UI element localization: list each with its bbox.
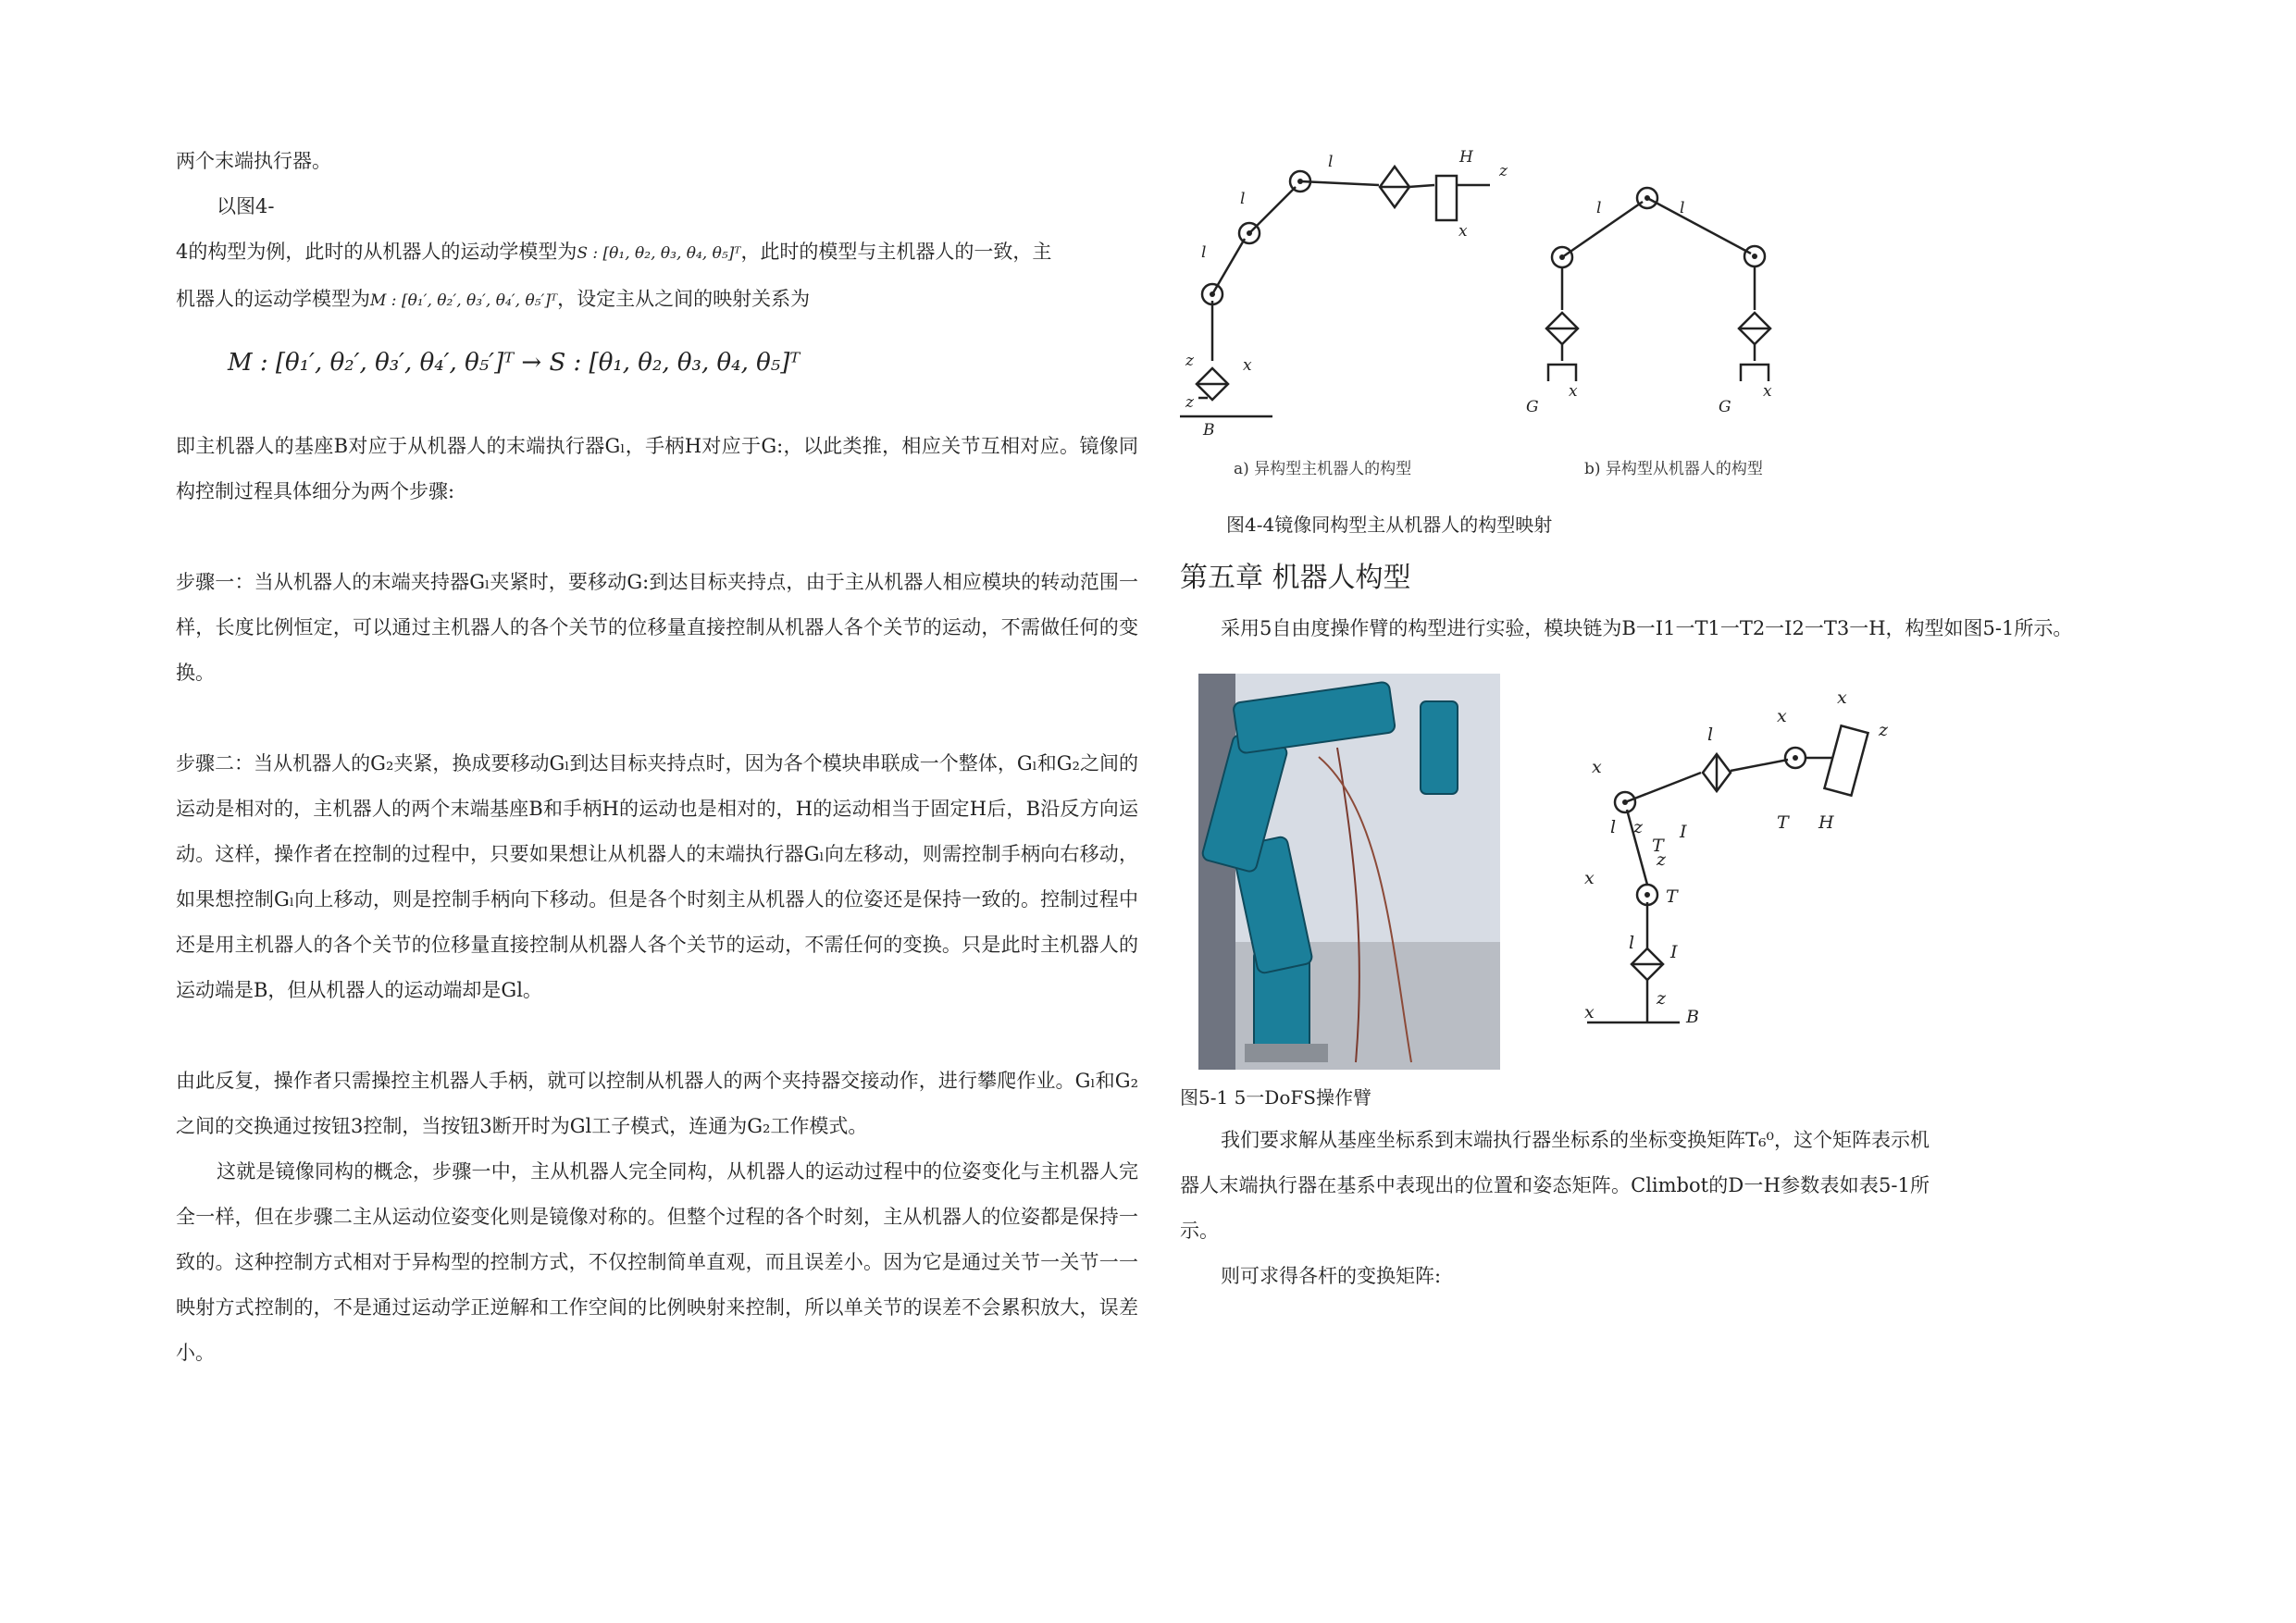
text-run: 4的构型为例，此时的从机器人的运动学模型为 [176,241,577,263]
svg-text:G: G [1719,398,1731,416]
inline-formula: S : [θ₁, θ₂, θ₃, θ₄, θ₅]ᵀ [577,244,741,263]
svg-text:l: l [1610,817,1617,837]
robot-arm-photo [1198,674,1500,1070]
left-column [176,139,1138,1376]
paragraph: 则可求得各杆的变换矩阵: [1221,1265,1442,1287]
svg-text:x: x [1763,382,1772,401]
right-column-lower [1180,1079,2068,1299]
figure-5-1-diagram [1573,680,1925,1050]
svg-text:G: G [1526,398,1539,416]
svg-text:H: H [1459,148,1473,167]
paragraph: 即主机器人的基座B对应于从机器人的末端执行器Gₗ，手柄H对应于G:，以此类推，相应关节互相对应。镜像同构控制过程具体细分为两个步骤: [176,435,1138,502]
svg-text:z: z [1499,162,1508,180]
svg-text:z: z [1879,720,1889,740]
svg-text:z: z [1657,988,1667,1009]
svg-text:x: x [1837,688,1847,708]
text-run: 机器人的运动学模型为 [176,288,370,310]
paragraph: 以图4- [217,195,275,217]
chapter-title: 第五章 机器人构型 [1180,562,1411,594]
svg-text:z: z [1657,849,1667,870]
svg-text:x: x [1243,356,1252,375]
svg-text:B: B [1203,421,1215,440]
paragraph: 步骤二：当从机器人的G₂夹紧，换成要移动Gₗ到达目标夹持点时，因为各个模块串联成一个整体，Gₗ和G₂之间的运动是相对的，主机器人的两个末端基座B和手柄H的运动也是相对的，H的运动相当于固定H后，B沿反方向运动。这样，操作者在控制的过程中，只要如果想让从机器人的末端执行器Gₗ向左移动，则需控制手柄向右移动，如果想控制Gₗ向上移动，则是控制手柄向下移动。但是各个时刻主从机器人的位姿还是保持一致的。控制过程中还是用主机器人的各个关节的位移量直接控制从机器人各个关节的运动，不需任何的变换。只是此时主机器人的运动端是B，但从机器人的运动端却是Gl。 [176,752,1138,1001]
svg-text:H: H [1818,812,1834,833]
subcaption-b: b) 异构型从机器人的构型 [1584,460,1763,478]
paragraph: 由此反复，操作者只需操控主机器人手柄，就可以控制从机器人的两个夹持器交接动作，进行攀爬作业。Gₗ和G₂之间的交换通过按钮3控制，当按钮3断开时为Gl工子模式，连通为G₂工作模式。 [176,1070,1138,1137]
mapping-formula: M : [θ₁′, θ₂′, θ₃′, θ₄′, θ₅′]ᵀ → S : [θ₁, θ₂, θ₃, θ₄, θ₅]ᵀ [228,349,800,377]
paragraph: 这就是镜像同构的概念，步骤一中，主从机器人完全同构，从机器人的运动过程中的位姿变化与主机器人完全一样，但在步骤二主从运动位姿变化则是镜像对称的。但整个过程的各个时刻，主从机器人的位姿都是保持一致的。这种控制方式相对于异构型的控制方式，不仅控制简单直观，而且误差小。因为它是通过关节一关节一一映射方式控制的，不是通过运动学正逆解和工作空间的比例映射来控制，所以单关节的误差不会累积放大，误差小。 [176,1160,1138,1364]
svg-text:B: B [1686,1007,1699,1027]
paragraph: 两个末端执行器。 [176,150,331,172]
svg-text:l: l [1629,933,1635,953]
paragraph [176,229,1138,277]
paragraph: 采用5自由度操作臂的构型进行实验，模块链为B一I1一T1一T2一I2一T3一H，构型如图5-1所示。 [1221,617,2073,639]
figure-4-4 [1171,139,2004,500]
figure-caption: 图5-1 5一DoFS操作臂 [1180,1086,1371,1109]
svg-text:l: l [1328,153,1334,171]
svg-text:I: I [1670,942,1678,962]
subcaption-a: a) 异构型主机器人的构型 [1234,460,1412,478]
paragraph: 步骤一：当从机器人的末端夹持器Gₗ夹紧时，要移动G:到达目标夹持点，由于主从机器人相应模块的转动范围一样，长度比例恒定，可以通过主机器人的各个关节的位移量直接控制从机器人各个关节的运动，不需做任何的变换。 [176,571,1138,684]
svg-text:x: x [1458,222,1468,241]
svg-text:x: x [1584,868,1595,888]
svg-text:I: I [1680,822,1687,842]
svg-text:l: l [1240,190,1246,208]
svg-text:x: x [1584,1002,1595,1022]
svg-text:z: z [1633,817,1644,837]
paragraph: 我们要求解从基座坐标系到末端执行器坐标系的坐标变换矩阵T₆⁰，这个矩阵表示机器人末端执行器在基系中表现出的位置和姿态矩阵。Climbot的D一H参数表如表5-1所示。 [1180,1129,1930,1242]
inline-formula: M : [θ₁′, θ₂′, θ₃′, θ₄′, θ₅′]ᵀ [370,291,558,310]
svg-text:l: l [1680,199,1685,217]
svg-text:l: l [1596,199,1602,217]
svg-text:x: x [1569,382,1578,401]
text-run: ，此时的模型与主机器人的一致，主 [740,241,1052,263]
display-formula [228,335,1138,418]
text-run: ，设定主从之间的映射关系为 [557,288,811,310]
paragraph [176,277,1138,324]
svg-text:x: x [1777,706,1787,726]
svg-text:x: x [1592,757,1602,777]
svg-text:T: T [1666,886,1678,907]
figure-caption: 图4-4镜像同构型主从机器人的构型映射 [1226,514,1553,536]
svg-text:T: T [1777,812,1789,833]
svg-text:z: z [1185,393,1194,412]
svg-text:l: l [1201,243,1207,262]
svg-text:z: z [1185,352,1194,370]
svg-text:l: l [1707,725,1714,745]
svg-text:T: T [1652,836,1664,856]
right-column [1180,506,2073,651]
